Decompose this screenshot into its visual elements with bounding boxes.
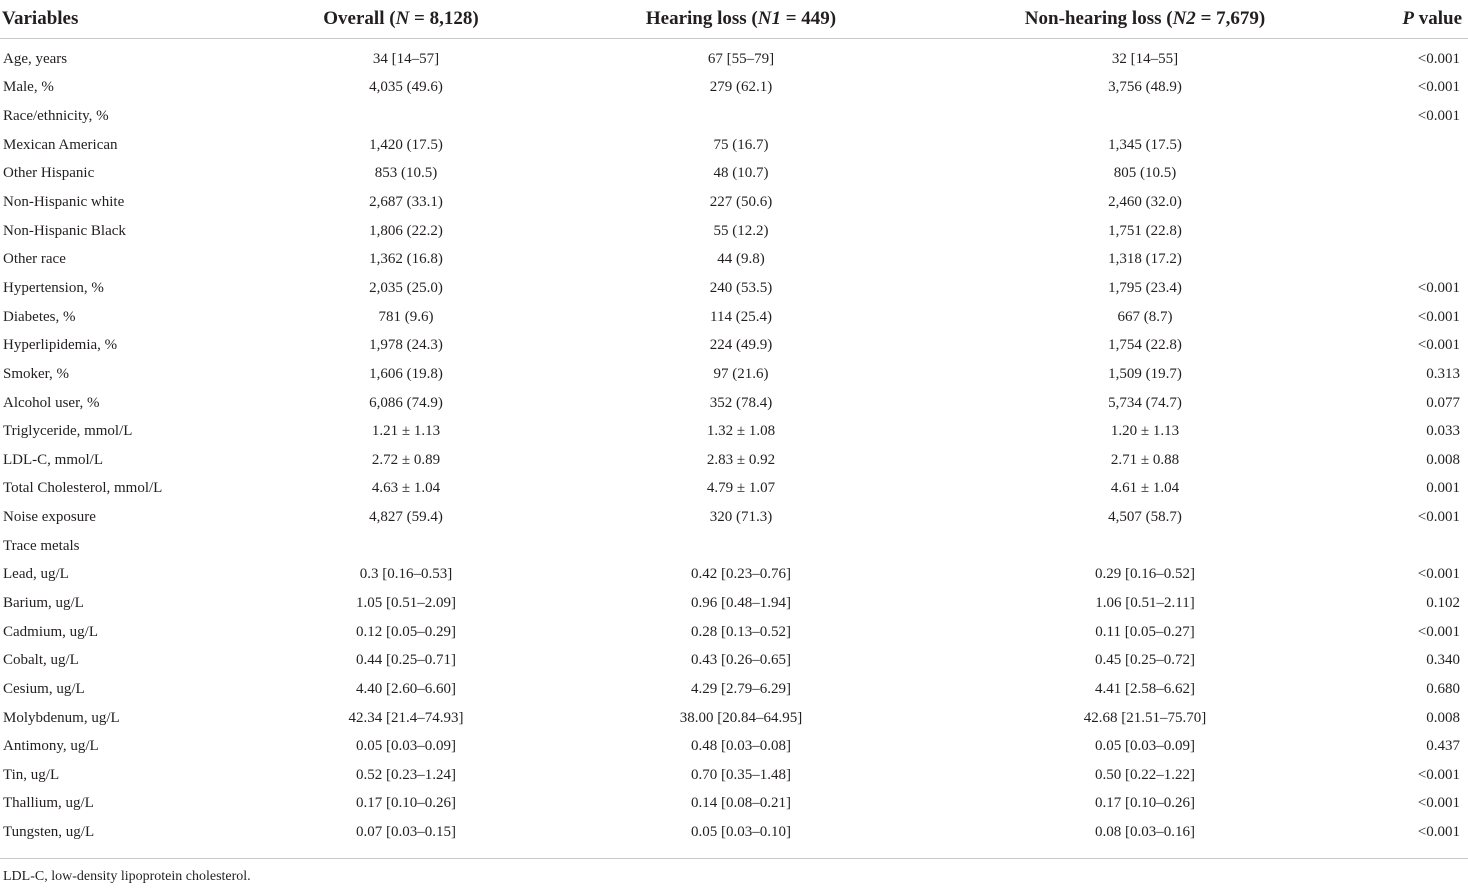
cell-hearing-loss: 0.05 [0.03–0.10] <box>691 824 791 841</box>
table-row <box>0 131 1468 160</box>
table-row <box>0 704 1468 733</box>
cell-hearing-loss: 67 [55–79] <box>707 50 775 67</box>
cell-p-value: 0.437 <box>1426 738 1460 755</box>
cell-p-value: 0.313 <box>1426 365 1460 382</box>
cell-p-value: 0.340 <box>1426 652 1460 669</box>
table-row <box>0 303 1468 332</box>
table-row <box>0 646 1468 675</box>
cell-overall: 2,687 (33.1) <box>369 194 443 211</box>
cell-p-value <box>1330 532 1468 561</box>
table-row <box>0 675 1468 704</box>
cell-non-hearing-loss: 1,795 (23.4) <box>1108 279 1182 296</box>
cell-p-value: <0.001 <box>1417 50 1460 67</box>
header-p-value: P value <box>1330 0 1468 39</box>
cell-non-hearing-loss: 5,734 (74.7) <box>1108 394 1182 411</box>
cell-p-value: <0.001 <box>1417 566 1460 583</box>
cell-overall: 4.63 ± 1.04 <box>371 480 441 497</box>
cell-hearing-loss: 240 (53.5) <box>709 279 773 296</box>
cell-non-hearing-loss: 42.68 [21.51–75.70] <box>1083 709 1207 726</box>
cell-hearing-loss: 75 (16.7) <box>713 136 769 153</box>
cell-variable: Noise exposure <box>3 509 96 526</box>
cell-variable: Other race <box>3 251 66 268</box>
cell-variable: Tungsten, ug/L <box>3 824 95 841</box>
table-row <box>0 160 1468 189</box>
cell-variable: Tin, ug/L <box>3 766 60 783</box>
table-row <box>0 475 1468 504</box>
cell-non-hearing-loss: 0.11 [0.05–0.27] <box>1095 623 1195 640</box>
cell-hearing-loss: 0.43 [0.26–0.65] <box>691 652 791 669</box>
table-row <box>0 818 1468 847</box>
cell-overall: 4,827 (59.4) <box>369 509 443 526</box>
cell-non-hearing-loss: 2,460 (32.0) <box>1108 194 1182 211</box>
table-row <box>0 618 1468 647</box>
table-row <box>0 74 1468 103</box>
cell-p-value <box>1330 217 1468 246</box>
cell-non-hearing-loss: 1.20 ± 1.13 <box>1110 423 1180 440</box>
cell-non-hearing-loss: 667 (8.7) <box>1117 308 1173 325</box>
cell-non-hearing-loss <box>960 102 1330 131</box>
cell-hearing-loss: 55 (12.2) <box>713 222 769 239</box>
cell-p-value: 0.008 <box>1426 709 1460 726</box>
table-row <box>0 389 1468 418</box>
cell-non-hearing-loss: 0.08 [0.03–0.16] <box>1095 824 1195 841</box>
cell-overall: 1,978 (24.3) <box>369 337 443 354</box>
table-row <box>0 39 1468 74</box>
cell-overall: 1,420 (17.5) <box>369 136 443 153</box>
cell-p-value: <0.001 <box>1417 795 1460 812</box>
cell-overall: 42.34 [21.4–74.93] <box>348 709 464 726</box>
cell-non-hearing-loss: 1,751 (22.8) <box>1108 222 1182 239</box>
cell-overall: 34 [14–57] <box>372 50 440 67</box>
table-row <box>0 102 1468 131</box>
cell-variable: LDL-C, mmol/L <box>3 451 103 468</box>
cell-variable: Cobalt, ug/L <box>3 652 79 669</box>
cell-p-value <box>1330 188 1468 217</box>
cell-overall: 853 (10.5) <box>374 165 438 182</box>
cell-overall: 1,362 (16.8) <box>369 251 443 268</box>
cell-variable: Triglyceride, mmol/L <box>3 423 133 440</box>
table-bottom-rule <box>0 858 1468 859</box>
cell-variable: Thallium, ug/L <box>3 795 94 812</box>
cell-overall: 1.05 [0.51–2.09] <box>356 594 456 611</box>
cell-hearing-loss: 0.70 [0.35–1.48] <box>691 766 791 783</box>
cell-variable: Hyperlipidemia, % <box>3 337 118 354</box>
cell-non-hearing-loss: 1,509 (19.7) <box>1108 365 1182 382</box>
table-row <box>0 561 1468 590</box>
cell-variable: Other Hispanic <box>3 165 95 182</box>
cell-non-hearing-loss: 4,507 (58.7) <box>1108 509 1182 526</box>
cell-non-hearing-loss: 0.50 [0.22–1.22] <box>1095 766 1195 783</box>
cell-non-hearing-loss: 4.41 [2.58–6.62] <box>1095 680 1195 697</box>
cell-overall: 0.52 [0.23–1.24] <box>356 766 456 783</box>
cell-p-value: <0.001 <box>1417 79 1460 96</box>
table-row <box>0 589 1468 618</box>
cell-non-hearing-loss: 0.17 [0.10–0.26] <box>1095 795 1195 812</box>
cell-hearing-loss: 0.14 [0.08–0.21] <box>691 795 791 812</box>
cell-non-hearing-loss: 32 [14–55] <box>1111 50 1179 67</box>
cell-variable: Alcohol user, % <box>3 394 100 411</box>
cell-hearing-loss: 1.32 ± 1.08 <box>706 423 776 440</box>
cell-overall: 0.44 [0.25–0.71] <box>356 652 456 669</box>
cell-variable: Molybdenum, ug/L <box>3 709 120 726</box>
cell-p-value: <0.001 <box>1417 337 1460 354</box>
cell-hearing-loss: 0.42 [0.23–0.76] <box>691 566 791 583</box>
table-row <box>0 732 1468 761</box>
cell-hearing-loss: 352 (78.4) <box>709 394 773 411</box>
table-row <box>0 761 1468 790</box>
cell-hearing-loss: 48 (10.7) <box>713 165 769 182</box>
cell-p-value: 0.033 <box>1426 423 1460 440</box>
cell-hearing-loss: 0.48 [0.03–0.08] <box>691 738 791 755</box>
cell-hearing-loss: 114 (25.4) <box>710 308 772 325</box>
cell-overall: 0.3 [0.16–0.53] <box>359 566 453 583</box>
cell-variable: Mexican American <box>3 136 118 153</box>
table-header <box>0 0 1468 39</box>
table-row <box>0 245 1468 274</box>
cell-non-hearing-loss: 0.29 [0.16–0.52] <box>1095 566 1195 583</box>
cell-non-hearing-loss: 2.71 ± 0.88 <box>1110 451 1180 468</box>
cell-non-hearing-loss: 805 (10.5) <box>1113 165 1177 182</box>
cell-overall: 1,606 (19.8) <box>369 365 443 382</box>
table-row <box>0 503 1468 532</box>
table-footnote: LDL-C, low-density lipoprotein cholesterol. <box>3 869 251 884</box>
cell-p-value: <0.001 <box>1417 766 1460 783</box>
cell-hearing-loss: 320 (71.3) <box>709 509 773 526</box>
cell-variable: Smoker, % <box>3 365 70 382</box>
cell-overall: 0.12 [0.05–0.29] <box>356 623 456 640</box>
cell-variable: Trace metals <box>3 537 80 554</box>
cell-non-hearing-loss: 3,756 (48.9) <box>1108 79 1182 96</box>
header-hearing-loss: Hearing loss (N1 = 449) <box>522 0 960 39</box>
header-row <box>0 0 1468 39</box>
cell-non-hearing-loss <box>960 532 1330 561</box>
cell-p-value: 0.102 <box>1426 594 1460 611</box>
cell-variable: Diabetes, % <box>3 308 76 325</box>
cell-variable: Total Cholesterol, mmol/L <box>3 480 163 497</box>
cell-non-hearing-loss: 0.45 [0.25–0.72] <box>1095 652 1195 669</box>
cell-non-hearing-loss: 0.05 [0.03–0.09] <box>1095 738 1195 755</box>
cell-hearing-loss: 4.79 ± 1.07 <box>706 480 776 497</box>
cell-overall: 6,086 (74.9) <box>369 394 443 411</box>
cell-overall: 0.17 [0.10–0.26] <box>356 795 456 812</box>
table-row <box>0 274 1468 303</box>
cell-hearing-loss: 38.00 [20.84–64.95] <box>679 709 803 726</box>
table-row <box>0 217 1468 246</box>
cell-p-value: <0.001 <box>1417 509 1460 526</box>
cell-hearing-loss: 0.28 [0.13–0.52] <box>691 623 791 640</box>
cell-p-value: <0.001 <box>1417 108 1460 125</box>
cell-hearing-loss <box>522 102 960 131</box>
cell-variable: Non-Hispanic Black <box>3 222 126 239</box>
header-variables: Variables <box>0 0 290 39</box>
cell-p-value <box>1330 245 1468 274</box>
cell-hearing-loss <box>522 532 960 561</box>
cell-p-value <box>1330 160 1468 189</box>
cell-hearing-loss: 4.29 [2.79–6.29] <box>691 680 791 697</box>
table-row <box>0 188 1468 217</box>
cell-overall: 4.40 [2.60–6.60] <box>356 680 456 697</box>
table-row <box>0 446 1468 475</box>
cell-non-hearing-loss: 1.06 [0.51–2.11] <box>1095 594 1195 611</box>
cell-variable: Barium, ug/L <box>3 594 84 611</box>
header-non-hearing-loss: Non-hearing loss (N2 = 7,679) <box>960 0 1330 39</box>
table-row <box>0 790 1468 819</box>
cell-overall: 1,806 (22.2) <box>369 222 443 239</box>
cell-variable: Male, % <box>3 79 54 96</box>
cell-p-value <box>1330 131 1468 160</box>
cell-p-value: 0.008 <box>1426 451 1460 468</box>
cell-hearing-loss: 279 (62.1) <box>709 79 773 96</box>
cell-overall: 1.21 ± 1.13 <box>371 423 441 440</box>
cell-hearing-loss: 224 (49.9) <box>709 337 773 354</box>
table-row <box>0 331 1468 360</box>
cell-p-value: 0.001 <box>1426 480 1460 497</box>
cell-non-hearing-loss: 1,345 (17.5) <box>1108 136 1182 153</box>
cell-p-value: <0.001 <box>1417 824 1460 841</box>
cell-overall: 2.72 ± 0.89 <box>371 451 441 468</box>
cell-hearing-loss: 97 (21.6) <box>713 365 769 382</box>
cell-hearing-loss: 227 (50.6) <box>709 194 773 211</box>
cell-variable: Non-Hispanic white <box>3 194 125 211</box>
cell-hearing-loss: 2.83 ± 0.92 <box>706 451 776 468</box>
cell-overall: 4,035 (49.6) <box>369 79 443 96</box>
cell-p-value: <0.001 <box>1417 308 1460 325</box>
cell-p-value: 0.077 <box>1426 394 1460 411</box>
cell-hearing-loss: 0.96 [0.48–1.94] <box>691 594 791 611</box>
table-row <box>0 532 1468 561</box>
table-row <box>0 417 1468 446</box>
cell-variable: Cesium, ug/L <box>3 680 85 697</box>
cell-p-value: <0.001 <box>1417 279 1460 296</box>
cell-non-hearing-loss: 1,754 (22.8) <box>1108 337 1182 354</box>
cell-hearing-loss: 44 (9.8) <box>717 251 765 268</box>
cell-overall: 781 (9.6) <box>378 308 434 325</box>
cell-overall <box>290 102 522 131</box>
cell-overall: 0.07 [0.03–0.15] <box>356 824 456 841</box>
cell-non-hearing-loss: 1,318 (17.2) <box>1108 251 1182 268</box>
cell-variable: Antimony, ug/L <box>3 738 99 755</box>
cell-overall <box>290 532 522 561</box>
cell-variable: Lead, ug/L <box>3 566 69 583</box>
table-body <box>0 39 1468 847</box>
cell-variable: Age, years <box>3 50 68 67</box>
cell-variable: Cadmium, ug/L <box>3 623 98 640</box>
cell-overall: 0.05 [0.03–0.09] <box>356 738 456 755</box>
cell-variable: Race/ethnicity, % <box>3 108 109 125</box>
cell-p-value: <0.001 <box>1417 623 1460 640</box>
cell-variable: Hypertension, % <box>3 279 104 296</box>
cell-p-value: 0.680 <box>1426 680 1460 697</box>
cell-non-hearing-loss: 4.61 ± 1.04 <box>1110 480 1180 497</box>
cell-overall: 2,035 (25.0) <box>369 279 443 296</box>
header-overall: Overall (N = 8,128) <box>290 0 522 39</box>
table-row <box>0 360 1468 389</box>
